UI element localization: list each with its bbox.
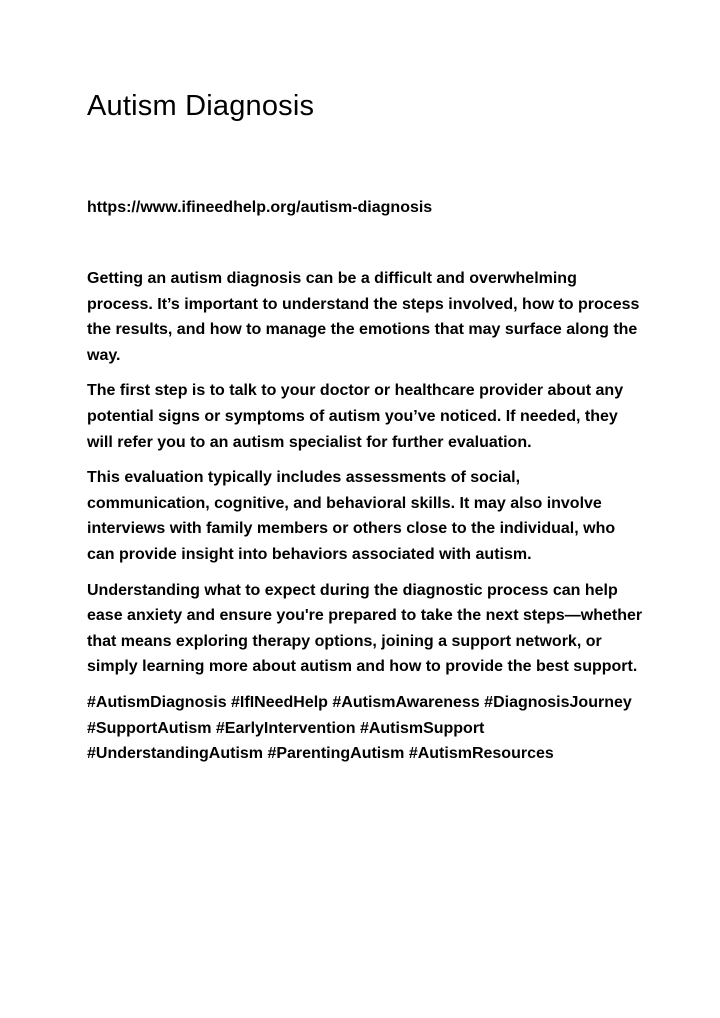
paragraph-expectations: Understanding what to expect during the diagnostic process can help ease anxiety and ensure you're prepared to take the next steps—whether that means exploring therapy options, joining a support network, or simply learning more about autism and how to provide the best support.	[87, 581, 643, 676]
article-body	[87, 266, 647, 767]
hashtags: #AutismDiagnosis #IfINeedHelp #AutismAwareness #DiagnosisJourney #SupportAutism #EarlyIntervention #AutismSupport #UnderstandingAutism #ParentingAutism #AutismResources	[87, 693, 632, 763]
paragraph-intro: Getting an autism diagnosis can be a difficult and overwhelming process. It’s important to understand the steps involved, how to process the results, and how to manage the emotions that may surface along the way.	[87, 270, 640, 364]
document-title: Autism Diagnosis	[87, 90, 315, 122]
paragraph-evaluation: This evaluation typically includes assessments of social, communication, cognitive, and behavioral skills. It may also involve interviews with family members or others close to the individual, who can provide insight into behaviors associated with autism.	[87, 469, 616, 563]
paragraph-first-step: The first step is to talk to your doctor or healthcare provider about any potential signs or symptoms of autism you’ve noticed. If needed, they will refer you to an autism specialist for further evaluation.	[87, 382, 624, 451]
source-url: https://www.ifineedhelp.org/autism-diagnosis	[87, 199, 433, 216]
